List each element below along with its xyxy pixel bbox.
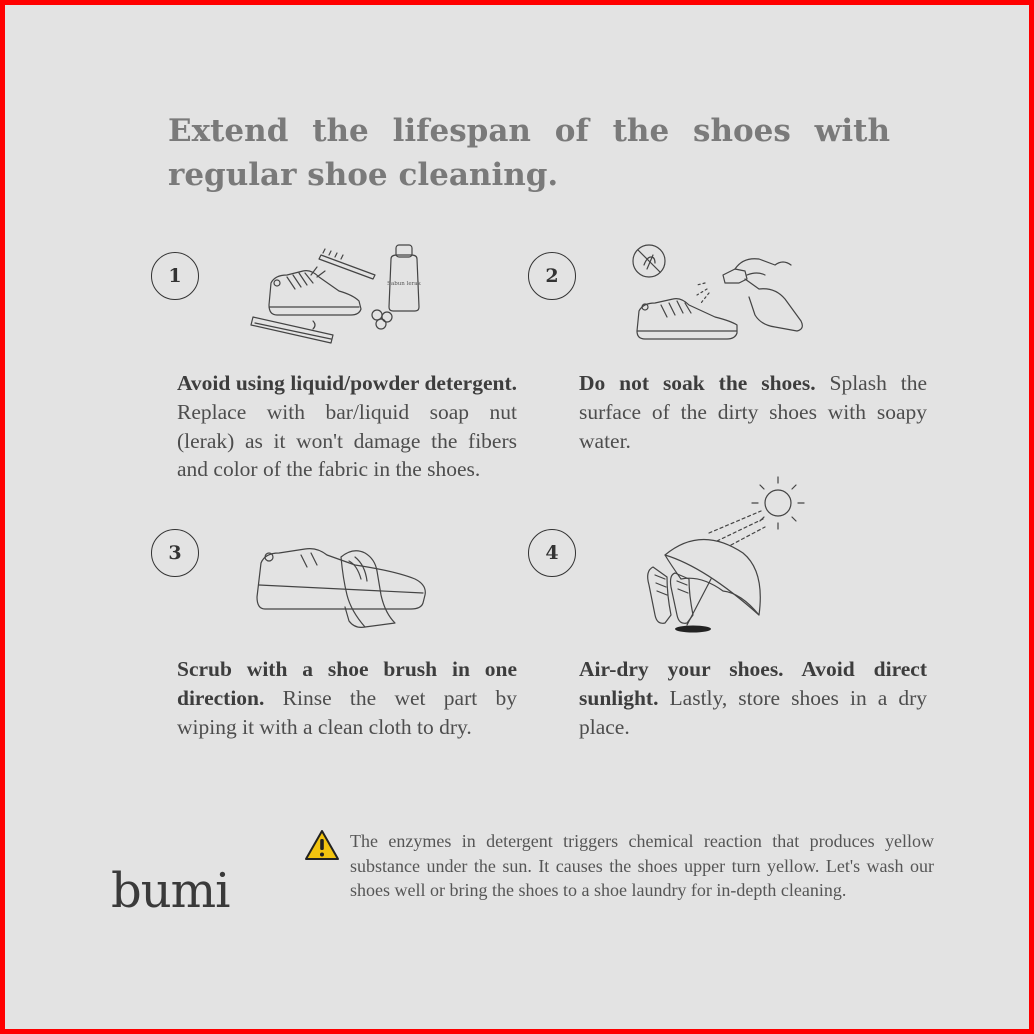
infographic-page <box>5 5 1029 1029</box>
spray-bottle-icon <box>625 235 815 345</box>
warning-note: The enzymes in detergent triggers chemical reaction that produces yellow substance under the sun. It causes the shoes upper turn yellow. Let's wash our shoes well or bring the shoes to a shoe laundry for in-depth cleaning. <box>350 831 934 900</box>
step-3-body: Rinse the wet part by wiping it with a clean cloth to dry. <box>177 685 517 739</box>
step-4-body: Lastly, store shoes in a dry place. <box>579 685 927 739</box>
page-title: Extend the lifespan of the shoes with regular shoe cleaning. <box>168 113 890 193</box>
step-2-text <box>579 369 927 455</box>
bottle-label: Sabun lerak <box>387 281 421 287</box>
step-4-bold: Air-dry your shoes. Avoid direct sunlight. <box>579 657 927 710</box>
brand-logo: bumi <box>111 863 230 919</box>
warning-icon <box>304 829 340 861</box>
step-3-text <box>177 655 517 741</box>
step-3-bold: Scrub with a shoe brush in one direction. <box>177 657 517 710</box>
shoe-brush-soap-icon <box>241 235 431 345</box>
step-1-text <box>177 369 517 484</box>
umbrella-sun-icon <box>631 475 821 635</box>
step-1-bold: Avoid using liquid/powder detergent. <box>177 371 517 395</box>
step-3-number: 3 <box>151 529 199 577</box>
step-1-body: Replace with bar/liquid soap nut (lerak) as it won't damage the fibers and color of the fabric in the shoes. <box>177 399 517 482</box>
step-4-number: 4 <box>528 529 576 577</box>
step-1-number: 1 <box>151 252 199 300</box>
step-2-body: Splash the surface of the dirty shoes with soapy water. <box>579 371 927 453</box>
step-2-bold: Do not soak the shoes. <box>579 371 816 395</box>
step-2-number: 2 <box>528 252 576 300</box>
cloth-wipe-icon <box>245 535 435 635</box>
step-4-text <box>579 655 927 741</box>
